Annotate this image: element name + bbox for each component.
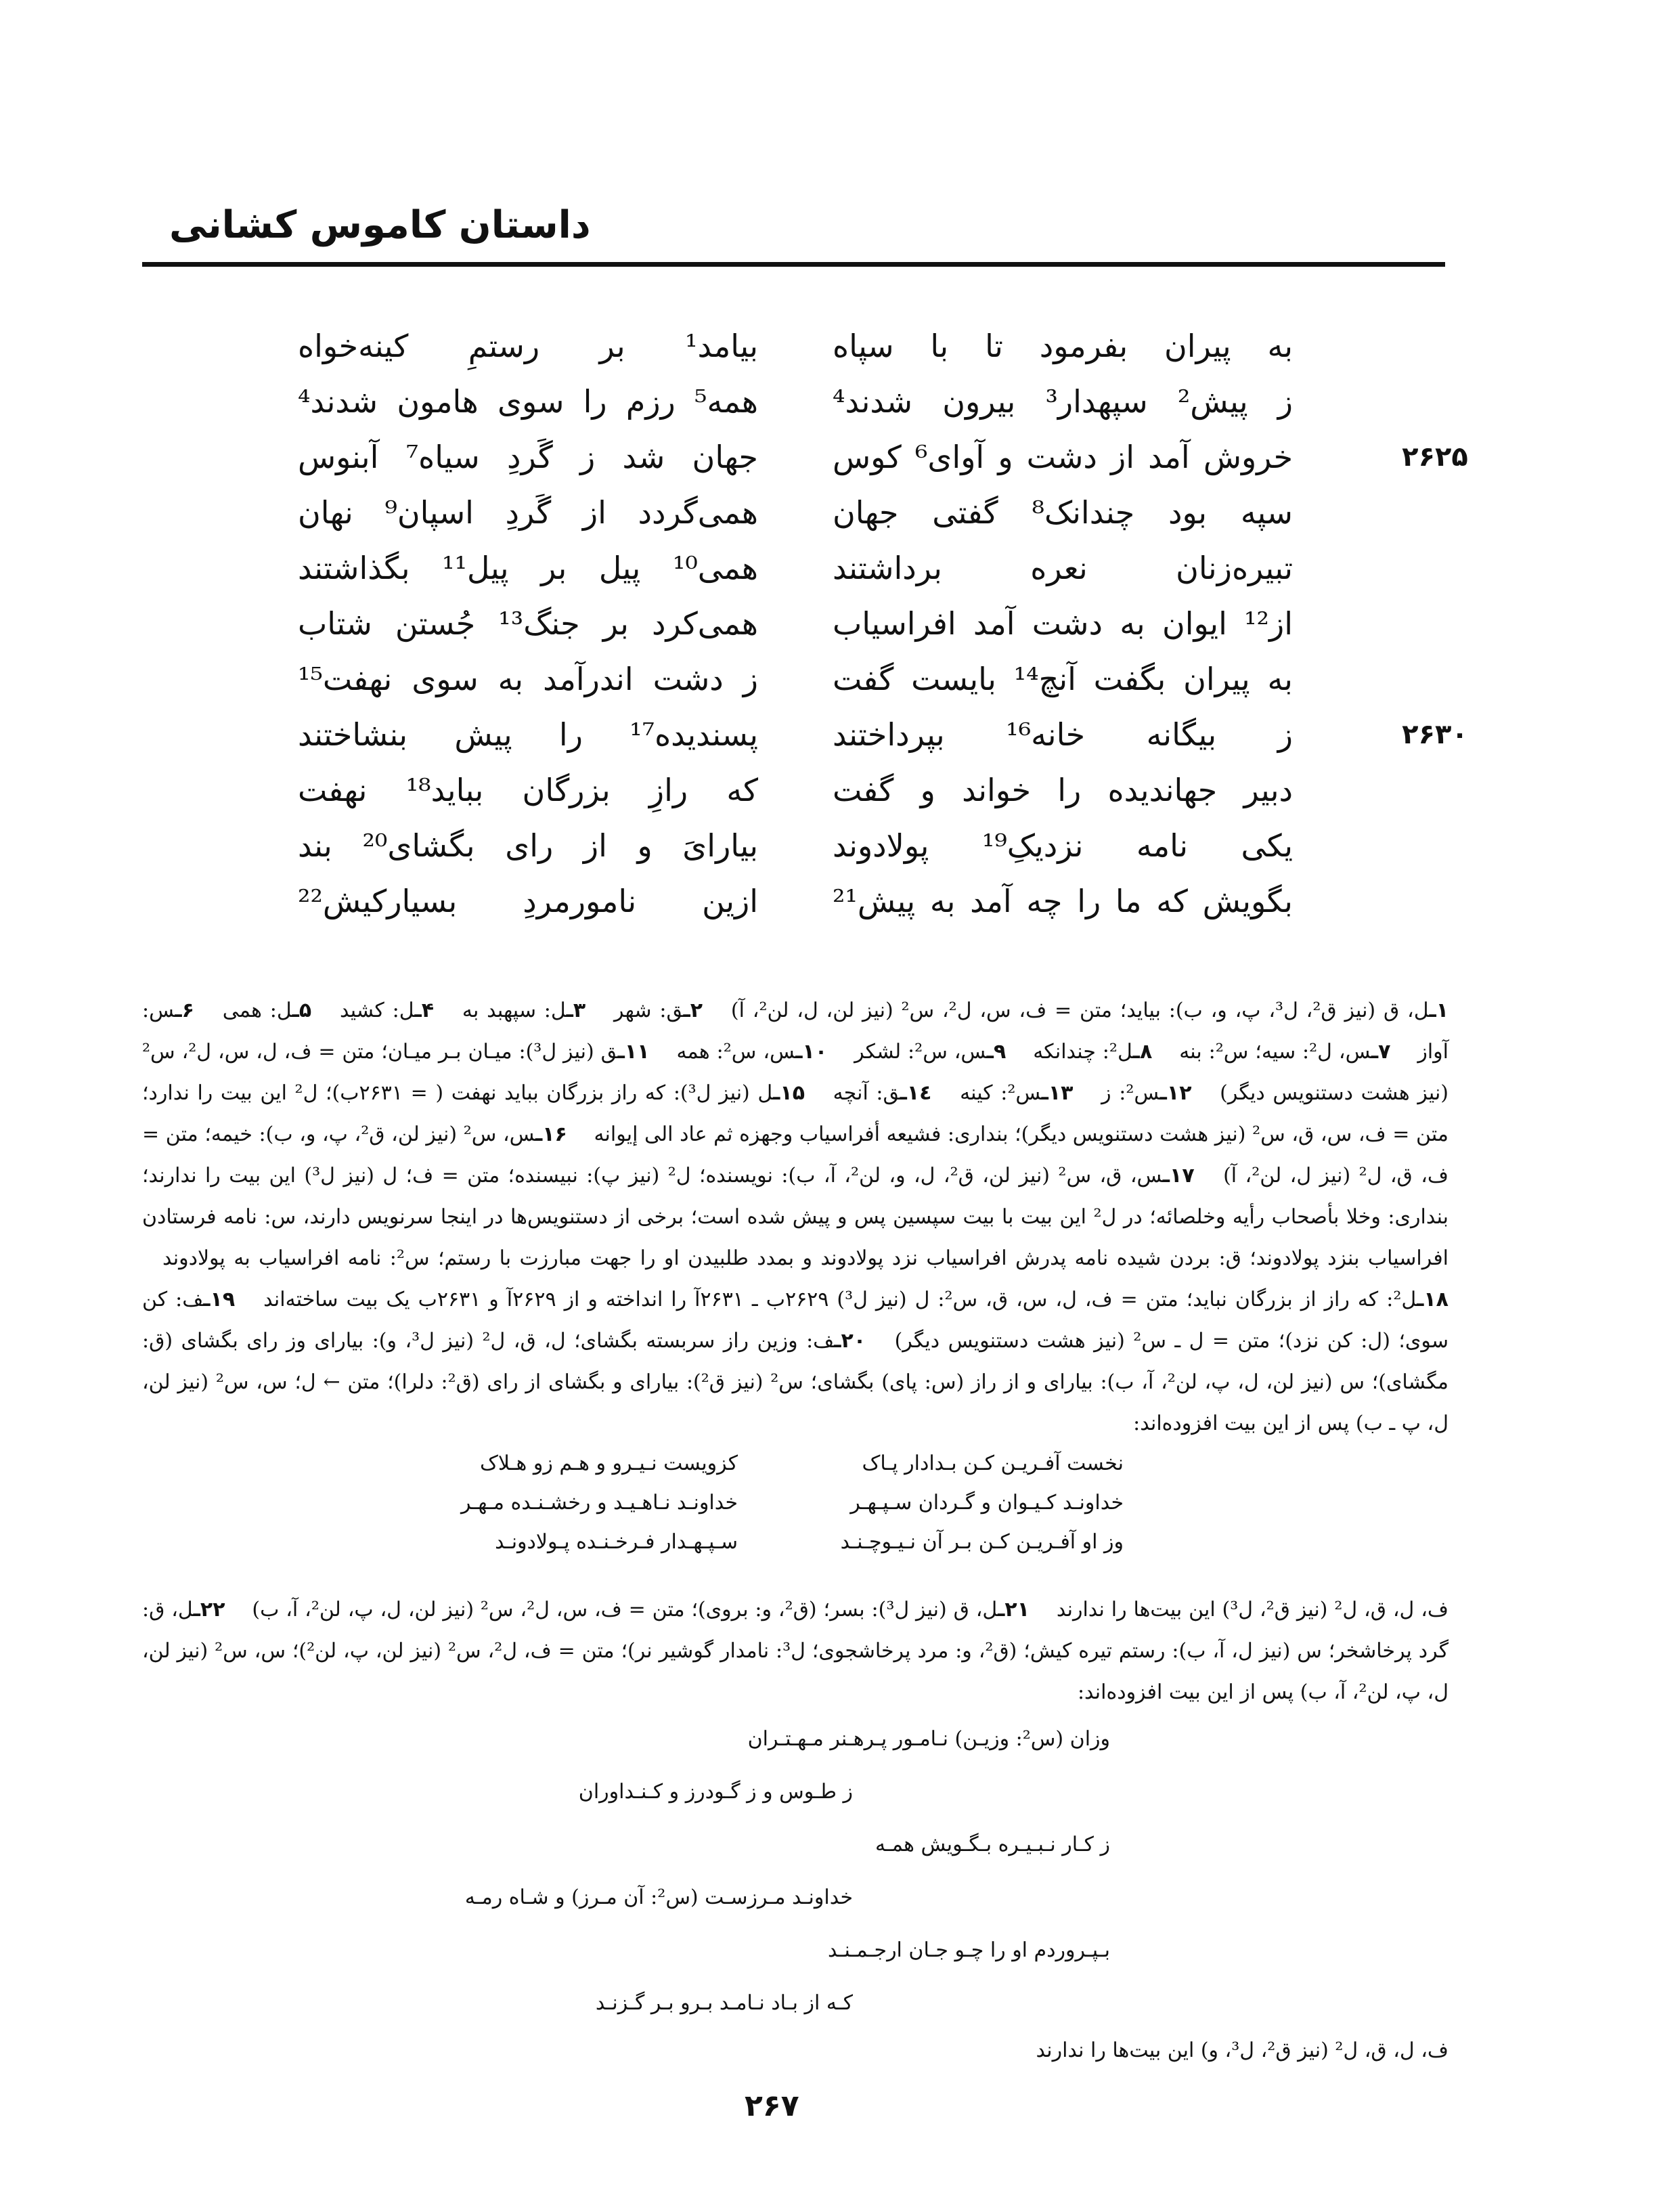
verse-row (284, 873, 1489, 929)
added-hemistich-right: وز او آفـریـن کـن بـر آن نـیـوچـنـد (840, 1530, 1124, 1554)
footnote: ۵ـل: همی (222, 999, 312, 1022)
footnote: ۱ـل، ق (نیز ق²، ل³، پ، و، ب): بیاید؛ متن = ف، س، ل²، س² (نیز لن، ل، لن²، آ) (730, 999, 1449, 1022)
hemistich-right: سپه بود چندانک⁸ گفتی جهان (833, 494, 1293, 531)
added-hemistich-left: کـه از بـاد نـامـد بـرو بـر گـزنـد (595, 1991, 853, 2015)
footnote: ۲۲ـل، ق: گرد پرخاشخر؛ س (نیز ل، آ، ب): رستم تیره کیش؛ (ق²، و: مرد پرخاشجوی؛ ل³: نامدار گوشیر نر)؛ متن = ف، ل²، س² (نیز لن، پ، لن²)؛ س، س² (نیز لن، ل، پ، لن²، آ، ب) پس از این بیت افزوده‌اند: (142, 1598, 1449, 1704)
hemistich-right: بگویش که ما را چه آمد به پیش²¹ (833, 883, 1293, 919)
footnote: ۱۲ـس²: ز (1101, 1081, 1192, 1105)
added-verse-row (142, 1483, 1449, 1523)
hemistich-left: همه⁵ رزم را سوی هامون شدند⁴ (298, 383, 758, 420)
footnote: ۸ـل²: چندانکه (1033, 1040, 1153, 1064)
hemistich-right: تبیره‌زنان نعره برداشتند (833, 550, 1293, 586)
added-hemistich-left: کزویست نـیـرو و هـم زو هـلاک (480, 1452, 738, 1475)
hemistich-right: از¹² ایوان به دشت آمد افراسیاب (833, 605, 1293, 642)
hemistich-left: ازین نامورمردِ بسیارکیش²² (298, 883, 758, 919)
poem-verses (284, 318, 1489, 929)
header-rule (142, 262, 1445, 267)
added-verse-line (142, 1766, 1449, 1819)
added-hemistich-right: بـپـروردم او را چـو جـان ارجـمـنـد (828, 1938, 1110, 1962)
verse-row (284, 596, 1489, 651)
hemistich-left: پسندیده¹⁷ را پیش بنشاختند (298, 716, 758, 753)
hemistich-left: همی‌گردد از گَردِ اسپان⁹ نهان (298, 494, 758, 531)
hemistich-right: ز بیگانه خانه¹⁶ بپرداختند (833, 716, 1293, 753)
verse-number: ۲۶۲۵ (1402, 441, 1468, 473)
added-hemistich-left: سـپـهـدار فـرخـنـده پـولادونـد (495, 1530, 738, 1554)
footnote: ۱۸ـل²: که راز از بزرگان نباید؛ متن = ف، ل، س، ق، س²: ل (نیز ل³) ۲۶۲۹ب ـ ۲۶۳۱آ را انداخته و از ۲۶۲۹آ و ۲۶۳۱ب یک بیت ساخته‌اند (263, 1288, 1449, 1311)
verse-row (284, 374, 1489, 429)
footnote-block-1 (142, 990, 1449, 1444)
footnote-block-2 (142, 1589, 1449, 1713)
hemistich-right: یکی نامه نزدیکِ¹⁹ پولادوند (833, 827, 1293, 864)
hemistich-right: دبیر جهاندیده را خواند و گفت (833, 772, 1293, 808)
footnotes (142, 990, 1449, 2071)
hemistich-left: جهان شد ز گَردِ سیاه⁷ آبنوس (298, 439, 758, 475)
verse-row (284, 485, 1489, 540)
verse-row (284, 429, 1489, 485)
footnote: ۱۷ـس، ق، س² (نیز لن، ق²، ل، و، لن²، آ، ب): نویسنده؛ ل² (نیز پ): نبیسنده؛ متن = ف؛ ل (نیز ل³) این بیت را ندارند؛ بنداری: وخلا بأصحاب رأیه وخلصائه؛ در ل² این بیت با بیت سپسین پس و پیش شده است؛ برخی از دستنویس‌ها در اینجا سرنویس دارند، س: نامه فرستادن افراسیاب بنزد پولادوند؛ ق: بردن شیده نامه پدرش افراسیاب نزد پولادوند و بمدد طلبیدن او را جهت مبارزت با رستم؛ س²: نامه افراسیاب به پولادوند (142, 1164, 1449, 1270)
footnote: ۷ـس، ل²: سیه؛ س²: بنه (1179, 1040, 1391, 1064)
added-verses-1 (142, 1444, 1449, 1562)
hemistich-right: خروش آمد از دشت و آوای⁶ کوس (833, 439, 1294, 475)
added-verse-line (142, 1977, 1449, 2030)
page-number: ۲۶۷ (745, 2089, 799, 2123)
verse-row (284, 707, 1489, 762)
added-hemistich-right: وزان (س²: وزیـن) نـامـور پـرهـنر مـهـتـران (747, 1727, 1110, 1751)
added-verse-line (142, 1713, 1449, 1766)
hemistich-left: همی¹⁰ پیل بر پیل¹¹ بگذاشتند (298, 550, 758, 586)
added-hemistich-right: نخست آفـریـن کـن بـدادار پـاک (862, 1452, 1124, 1475)
added-verse-line (142, 1924, 1449, 1977)
footnote: ۶ـس: آواز (142, 999, 1449, 1064)
page-title: داستان کاموس کشانی (169, 203, 591, 247)
added-hemistich-right: ز کـار نـبـیـره بـگـویش همـه (875, 1833, 1110, 1856)
verse-row (284, 762, 1489, 818)
added-verse-row (142, 1444, 1449, 1483)
footnote: ۳ـل: سپهبد به (462, 999, 586, 1022)
hemistich-right: به پیران بفرمود تا با سپاه (833, 328, 1293, 364)
footnote: ۱۶ـس، س² (نیز لن، ق²، پ، و، ب): خیمه؛ متن = ف، ق، ل² (نیز ل، لن²، آ) (142, 1123, 1449, 1188)
footnote: ۱۳ـس²: کینه (960, 1081, 1074, 1105)
hemistich-left: که رازِ بزرگان بباید¹⁸ نهفت (298, 772, 758, 808)
hemistich-right: به پیران بگفت آنچ¹⁴ بایست گفت (833, 661, 1293, 697)
hemistich-left: بیامد¹ بر رستمِ کینه‌خواه (298, 328, 758, 364)
verse-row (284, 540, 1489, 596)
footnote: ۹ـس، س²: لشکر (854, 1040, 1007, 1064)
added-hemistich-left: خداونـد نـاهـیـد و رخشـنـده مـهـر (460, 1491, 738, 1515)
footnote: ف، ل، ق، ل² (نیز ق²، ل³) این بیت‌ها را ندارند (1056, 1598, 1449, 1621)
verse-row (284, 318, 1489, 374)
verse-number: ۲۶۳۰ (1402, 719, 1468, 750)
footnote: ۱٤ـق: آنچه (833, 1081, 932, 1105)
added-verse-line (142, 1871, 1449, 1924)
added-hemistich-left: خداونـد مـرزسـت (س²: آن مـرز) و شـاه رمـه (464, 1886, 853, 1909)
footnote: ۲۱ـل، ق (نیز ل³): بسر؛ (ق²، و: بروی)؛ متن = ف، س، ل²، س² (نیز لن، ل، پ، لن²، آ، ب) (252, 1598, 1030, 1621)
footnote: ۱۹ـف: کن سوی؛ (ل: کن نزد)؛ متن = ل ـ س² (نیز هشت دستنویس دیگر) (142, 1288, 1449, 1353)
footnote: ۱۵ـل (نیز ل³): که راز بزرگان بباید نهفت ( = ۲۶۳۱ب)؛ ل² این بیت را ندارد؛ متن = ف، س، ق، س² (نیز هشت دستنویس دیگر)؛ بنداری: فشیعه أفراسیاب وجهزه ثم عاد الی إیوانه (142, 1081, 1449, 1146)
footnote: ۲۰ـف: وزین راز سربسته بگشای؛ ل، ق، ل² (نیز ل³، و): بیارای وز رای بگشای (ق: مگشای)؛ س (نیز لن، ل، پ، لن²، آ، ب): بیارای و از راز (س: پای) بگشای؛ س² (نیز ق²): بیارای و بگشای از رای (ق²: دلرا)؛ متن ← ل؛ س، س² (نیز لن، ل، پ ـ ب) پس از این بیت افزوده‌اند: (142, 1329, 1449, 1435)
added-verse-line (142, 1819, 1449, 1871)
hemistich-left: ز دشت اندرآمد به سوی نهفت¹⁵ (298, 661, 758, 697)
added-hemistich-left: ز طـوس و ز گـودرز و کـنـداوران (578, 1780, 853, 1804)
footnote: ۲ـق: شهر (614, 999, 703, 1022)
footnote: ۴ـل: کشید (339, 999, 435, 1022)
hemistich-left: بیارایَ و از رای بگشای²⁰ بند (298, 827, 758, 864)
footnote-closing: ف، ل، ق، ل² (نیز ق²، ل³، و) این بیت‌ها را ندارند (1036, 2039, 1449, 2062)
hemistich-left: همی‌کرد بر جنگ¹³ جُستن شتاب (298, 605, 758, 642)
footnote: ۱۱ـق (نیز ل³): میـان بـر میـان؛ متن = ف، ل، س، ل²، س² (نیز هشت دستنویس دیگر) (142, 1040, 1449, 1105)
verse-row (284, 818, 1489, 873)
added-verse-row (142, 1523, 1449, 1562)
added-verses-2 (142, 1713, 1449, 2030)
footnote: ۱۰ـس، س²: همه (676, 1040, 828, 1064)
verse-row (284, 651, 1489, 707)
hemistich-right: ز پیش² سپهدار³ بیرون شدند⁴ (833, 383, 1293, 420)
added-hemistich-right: خداونـد کـیـوان و گـردان سـپـهـر (850, 1491, 1124, 1515)
